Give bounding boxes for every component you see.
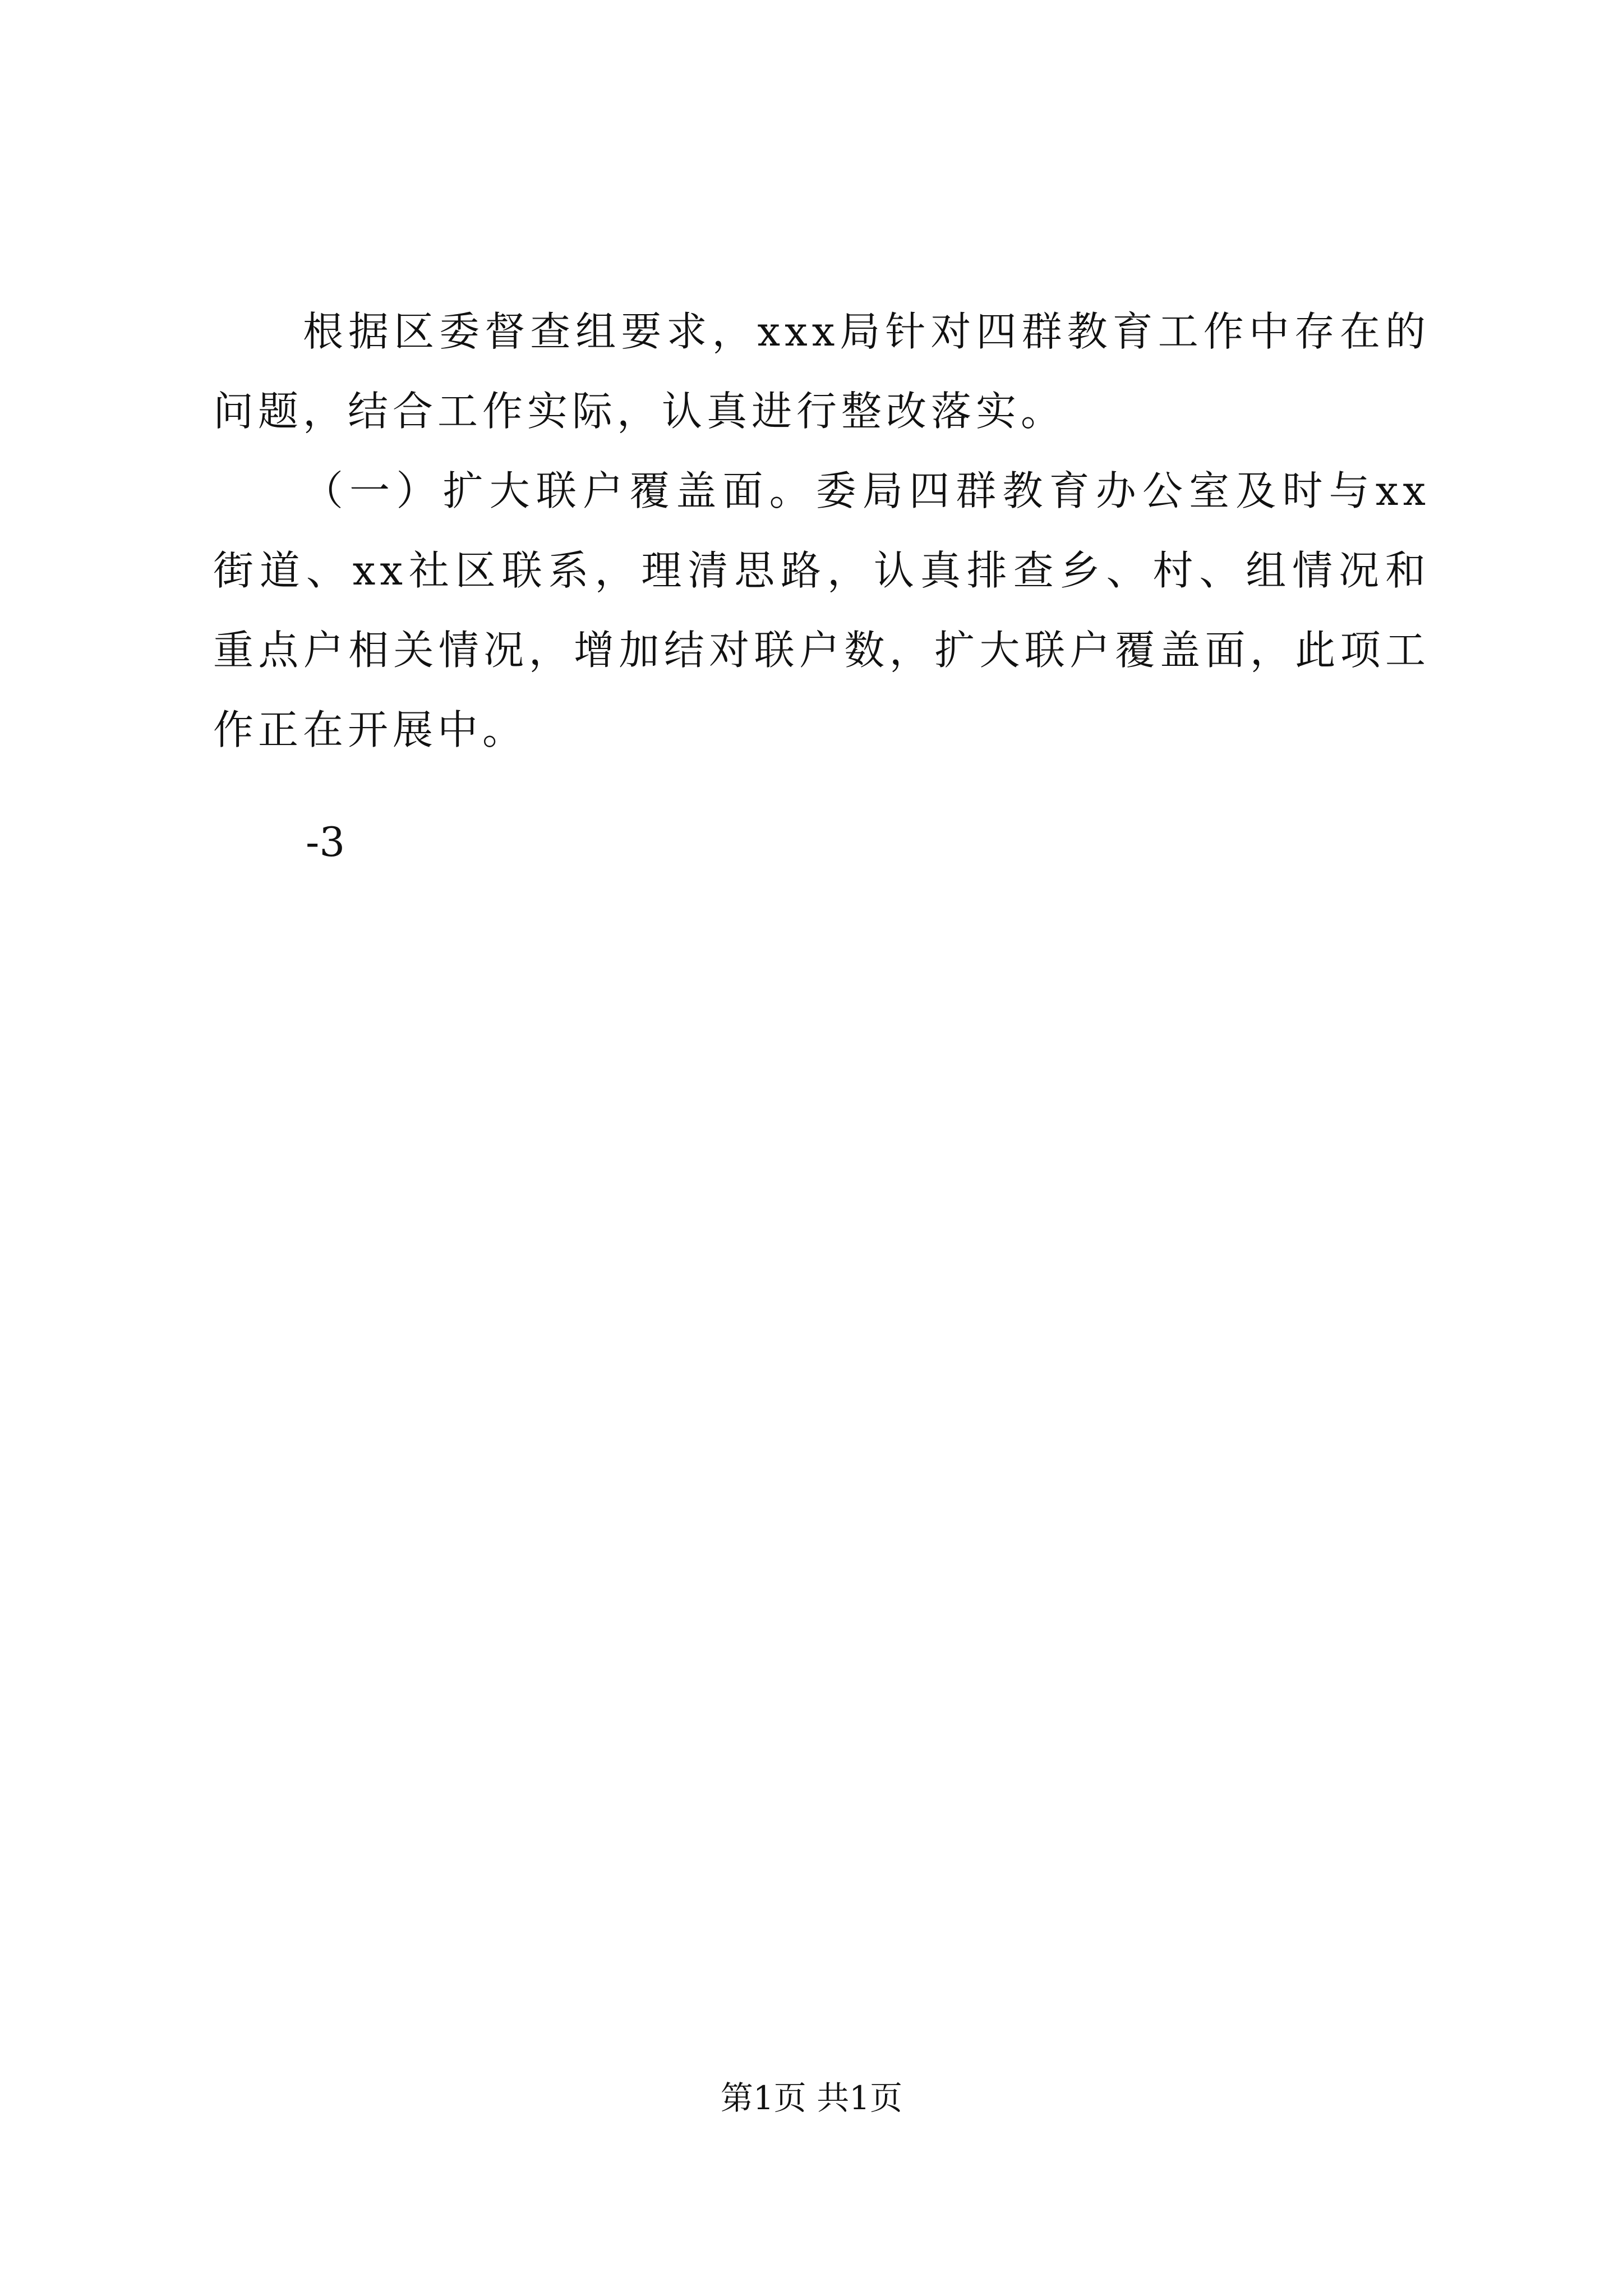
paragraph-item-1: （一）扩大联户覆盖面。委局四群教育办公室及时与xx街道、xx社区联系，理清思路，认真排查乡、村、组情况和重点户相关情况，增加结对联户数，扩大联户覆盖面，此项工作正在开展中。 bbox=[213, 467, 1430, 753]
page-marker: -3 bbox=[306, 818, 345, 866]
paragraph-intro: 根据区委督查组要求，xxx局针对四群教育工作中存在的问题，结合工作实际，认真进行整改落实。 bbox=[213, 308, 1430, 435]
page-footer: 第1页 共1页 bbox=[720, 2079, 903, 2117]
document-body bbox=[213, 292, 1430, 770]
